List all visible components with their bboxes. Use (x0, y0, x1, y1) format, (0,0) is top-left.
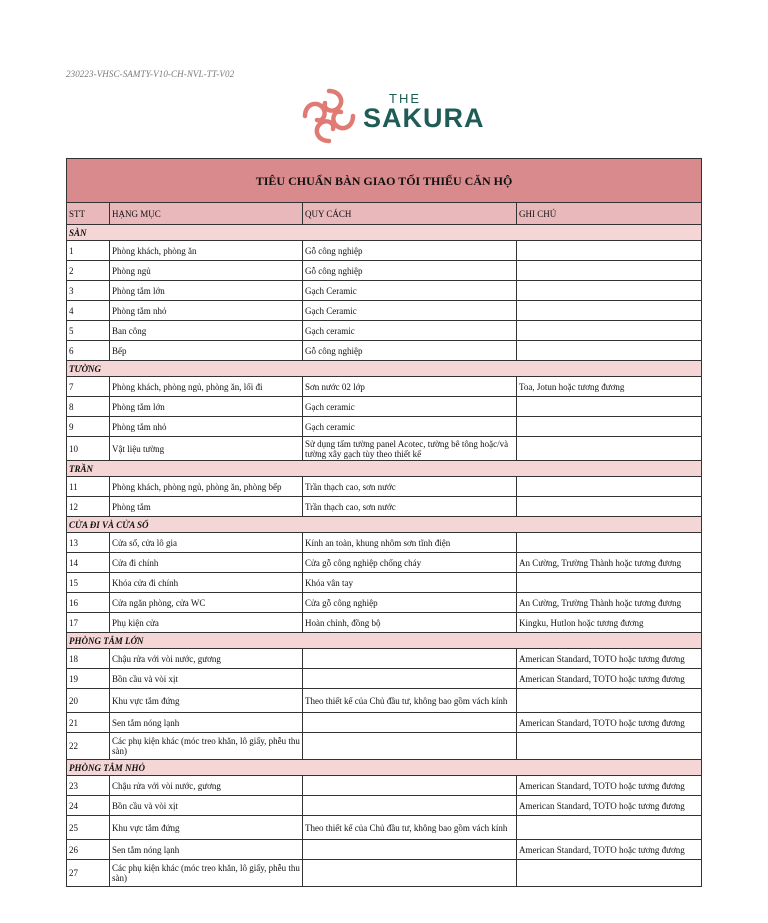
table-row (67, 593, 702, 613)
table-row (67, 341, 702, 361)
cell-note: An Cường, Trường Thành hoặc tương đương (517, 593, 702, 613)
cell-item: Chậu rửa với vòi nước, gương (110, 776, 303, 796)
table-row (67, 713, 702, 733)
cell-item: Ban công (110, 321, 303, 341)
table-row (67, 840, 702, 860)
table-row (67, 860, 702, 887)
cell-spec: Khóa vân tay (303, 573, 517, 593)
table-row (67, 553, 702, 573)
cell-stt: 9 (67, 417, 110, 437)
cell-item: Phòng khách, phòng ngủ, phòng ăn, lối đi (110, 377, 303, 397)
cell-stt: 4 (67, 301, 110, 321)
cell-stt: 15 (67, 573, 110, 593)
cell-spec (303, 713, 517, 733)
table-row (67, 776, 702, 796)
cell-spec: Trần thạch cao, sơn nước (303, 477, 517, 497)
cell-note: American Standard, TOTO hoặc tương đương (517, 713, 702, 733)
table-row (67, 281, 702, 301)
cell-note: Toa, Jotun hoặc tương đương (517, 377, 702, 397)
cell-stt: 26 (67, 840, 110, 860)
table-row (67, 613, 702, 633)
section-title: SÀN (67, 225, 702, 241)
table-row (67, 816, 702, 840)
cell-spec: Theo thiết kế của Chủ đầu tư, không bao gồm vách kính (303, 689, 517, 713)
logo-brand-text: SAKURA (363, 103, 485, 133)
table-row (67, 689, 702, 713)
cell-item: Phòng khách, phòng ngủ, phòng ăn, phòng bếp (110, 477, 303, 497)
table-row (67, 669, 702, 689)
section-title: TƯỜNG (67, 361, 702, 377)
cell-spec: Gạch ceramic (303, 321, 517, 341)
table-row (67, 733, 702, 760)
cell-stt: 18 (67, 649, 110, 669)
cell-note: American Standard, TOTO hoặc tương đương (517, 840, 702, 860)
section-title: PHÒNG TẮM LỚN (67, 633, 702, 649)
table-row (67, 261, 702, 281)
section-title: TRẦN (67, 461, 702, 477)
cell-spec: Gỗ công nghiệp (303, 261, 517, 281)
cell-note (517, 241, 702, 261)
cell-spec: Gạch ceramic (303, 397, 517, 417)
cell-spec: Sơn nước 02 lớp (303, 377, 517, 397)
cell-item: Phòng tắm lớn (110, 397, 303, 417)
cell-item: Vật liệu tường (110, 437, 303, 461)
cell-note (517, 860, 702, 887)
cell-note (517, 281, 702, 301)
cell-stt: 14 (67, 553, 110, 573)
cell-stt: 8 (67, 397, 110, 417)
cell-spec: Trần thạch cao, sơn nước (303, 497, 517, 517)
cell-stt: 11 (67, 477, 110, 497)
cell-note: American Standard, TOTO hoặc tương đương (517, 649, 702, 669)
cell-item: Cửa ngăn phòng, cửa WC (110, 593, 303, 613)
table-row (67, 437, 702, 461)
cell-note (517, 573, 702, 593)
section-row (67, 361, 702, 377)
cell-spec (303, 733, 517, 760)
table-row (67, 477, 702, 497)
cell-note: Kingku, Hutlon hoặc tương đương (517, 613, 702, 633)
header-stt: STT (67, 203, 110, 225)
cell-stt: 25 (67, 816, 110, 840)
cell-spec (303, 776, 517, 796)
cell-spec: Sử dụng tấm tường panel Acotec, tường bê tông hoặc/và tường xây gạch tùy theo thiết kế (303, 437, 517, 461)
table-row (67, 377, 702, 397)
cell-spec: Gạch ceramic (303, 417, 517, 437)
cell-item: Phụ kiện cửa (110, 613, 303, 633)
cell-stt: 24 (67, 796, 110, 816)
section-row (67, 760, 702, 776)
cell-item: Phòng tắm nhỏ (110, 301, 303, 321)
cell-spec: Gỗ công nghiệp (303, 241, 517, 261)
cell-item: Phòng tắm nhỏ (110, 417, 303, 437)
cell-spec (303, 796, 517, 816)
header-item: HẠNG MỤC (110, 203, 303, 225)
cell-note (517, 261, 702, 281)
cell-note (517, 689, 702, 713)
cell-item: Phòng khách, phòng ăn (110, 241, 303, 261)
cell-note: American Standard, TOTO hoặc tương đương (517, 669, 702, 689)
cell-stt: 5 (67, 321, 110, 341)
cell-stt: 13 (67, 533, 110, 553)
header-note: GHI CHÚ (517, 203, 702, 225)
cell-spec (303, 860, 517, 887)
section-title: PHÒNG TẮM NHỎ (67, 760, 702, 776)
cell-note (517, 497, 702, 517)
cell-note: American Standard, TOTO hoặc tương đương (517, 776, 702, 796)
cell-note: American Standard, TOTO hoặc tương đương (517, 796, 702, 816)
table-title: TIÊU CHUẨN BÀN GIAO TỐI THIỂU CĂN HỘ (67, 159, 702, 203)
cell-note (517, 477, 702, 497)
cell-stt: 16 (67, 593, 110, 613)
cell-spec: Theo thiết kế của Chủ đầu tư, không bao gồm vách kính (303, 816, 517, 840)
cell-spec: Kính an toàn, khung nhôm sơn tĩnh điện (303, 533, 517, 553)
cell-stt: 7 (67, 377, 110, 397)
cell-item: Khóa cửa đi chính (110, 573, 303, 593)
cell-stt: 23 (67, 776, 110, 796)
cell-stt: 6 (67, 341, 110, 361)
section-row (67, 461, 702, 477)
cell-note (517, 816, 702, 840)
document-code: 230223-VHSC-SAMTY-V10-CH-NVL-TT-V02 (66, 69, 235, 79)
cell-item: Khu vực tắm đứng (110, 689, 303, 713)
cell-item: Phòng ngủ (110, 261, 303, 281)
cell-stt: 22 (67, 733, 110, 760)
cell-spec (303, 840, 517, 860)
cell-stt: 10 (67, 437, 110, 461)
handover-standards-table (66, 158, 702, 887)
cell-note (517, 533, 702, 553)
cell-note (517, 321, 702, 341)
sakura-logo (299, 85, 489, 147)
cell-spec (303, 649, 517, 669)
cell-spec: Hoàn chỉnh, đồng bộ (303, 613, 517, 633)
cell-item: Bồn cầu và vòi xịt (110, 669, 303, 689)
cell-stt: 17 (67, 613, 110, 633)
table-header-row (67, 203, 702, 225)
cell-spec: Gạch Ceramic (303, 301, 517, 321)
cell-note (517, 733, 702, 760)
cell-item: Sen tắm nóng lạnh (110, 713, 303, 733)
table-row (67, 417, 702, 437)
cell-item: Bếp (110, 341, 303, 361)
cell-item: Phòng tắm (110, 497, 303, 517)
cell-stt: 3 (67, 281, 110, 301)
table-row (67, 796, 702, 816)
cell-stt: 1 (67, 241, 110, 261)
cell-spec: Gạch Ceramic (303, 281, 517, 301)
cell-note (517, 341, 702, 361)
section-row (67, 517, 702, 533)
cell-item: Bồn cầu và vòi xịt (110, 796, 303, 816)
table-row (67, 321, 702, 341)
cell-item: Cửa đi chính (110, 553, 303, 573)
section-row (67, 633, 702, 649)
cell-item: Sen tắm nóng lạnh (110, 840, 303, 860)
cell-item: Cửa sổ, cửa lô gia (110, 533, 303, 553)
cell-stt: 27 (67, 860, 110, 887)
table-row (67, 649, 702, 669)
cell-note (517, 397, 702, 417)
cell-stt: 19 (67, 669, 110, 689)
sakura-flower-icon (299, 85, 359, 147)
section-title: CỬA ĐI VÀ CỬA SỔ (67, 517, 702, 533)
cell-note (517, 437, 702, 461)
cell-spec: Cửa gỗ công nghiệp (303, 593, 517, 613)
cell-stt: 2 (67, 261, 110, 281)
cell-spec: Gỗ công nghiệp (303, 341, 517, 361)
cell-item: Các phụ kiện khác (móc treo khăn, lô giấy, phễu thu sàn) (110, 733, 303, 760)
table-row (67, 397, 702, 417)
cell-note (517, 301, 702, 321)
cell-stt: 20 (67, 689, 110, 713)
cell-stt: 12 (67, 497, 110, 517)
cell-item: Chậu rửa với vòi nước, gương (110, 649, 303, 669)
cell-item: Các phụ kiện khác (móc treo khăn, lô giấy, phễu thu sàn) (110, 860, 303, 887)
table-row (67, 533, 702, 553)
table-row (67, 497, 702, 517)
cell-spec (303, 669, 517, 689)
cell-stt: 21 (67, 713, 110, 733)
table-title-row (67, 159, 702, 203)
table-row (67, 301, 702, 321)
table-row (67, 573, 702, 593)
section-row (67, 225, 702, 241)
table-row (67, 241, 702, 261)
cell-item: Khu vực tắm đứng (110, 816, 303, 840)
logo-the-text: THE (389, 91, 421, 106)
cell-note (517, 417, 702, 437)
cell-item: Phòng tắm lớn (110, 281, 303, 301)
cell-spec: Cửa gỗ công nghiệp chống cháy (303, 553, 517, 573)
header-spec: QUY CÁCH (303, 203, 517, 225)
cell-note: An Cường, Trường Thành hoặc tương đương (517, 553, 702, 573)
